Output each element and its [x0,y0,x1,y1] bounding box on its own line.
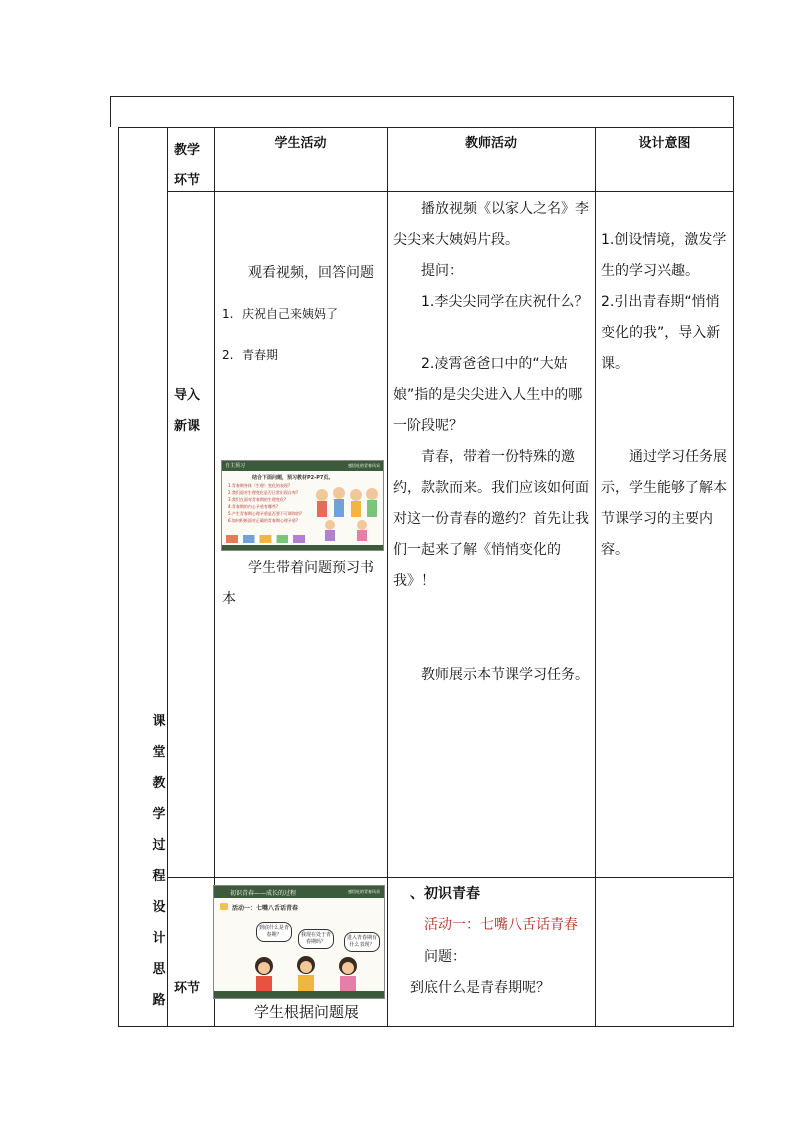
slide-item: 4.青春期的内心矛盾有哪些? [228,504,278,509]
teacher-question-1: 1.李尖尖同学在庆祝什么？ [421,294,589,310]
speech-bubble: 进入青春期有什么表现？ [344,932,380,952]
student-preview-note: 学生带着问题预习书本 [222,560,374,607]
teacher-question-text: 到底什么是青春期呢？ [410,980,550,996]
header-teacher: 教师活动 [464,136,517,151]
col-left-border [118,127,119,1027]
teacher-activity-one [424,910,578,941]
students-illustration [312,485,380,543]
slide-footer-bar [222,545,383,550]
col-stage-border [167,127,168,1027]
slide-item: 2.我们面对生理变化是否日常出现自卑? [228,490,298,495]
slide-header-right: 感悟吐的青春风采 [348,889,380,894]
teacher-show-tasks: 教师展示本节课学习任务。 [421,667,589,683]
side-label-char: 设 [152,900,166,915]
teacher-section-heading: 、初识青春 [410,886,480,902]
slide-header-left: 自主预习 [225,463,246,469]
header-student: 学生活动 [274,136,327,151]
slide-item: 1.青春期身体（生理）变化的表现? [228,483,290,488]
side-label-char: 程 [152,869,166,884]
side-label-char: 计 [152,931,166,946]
preview-slide-thumbnail [221,460,384,551]
stage-intro: 导入新课 [174,388,201,434]
slide-footer-bar [214,991,384,998]
slide-item: 5.产生青春期心理矛盾是否要不可调和的? [228,511,302,516]
side-label-char: 思 [152,962,166,977]
slide-activity-label: 活动一：七嘴八舌话青春 [232,905,299,912]
list-number: 2. [222,348,234,362]
children-illustration [244,954,364,994]
outer-left-border [110,96,111,127]
table-bottom-border [118,1026,734,1027]
teacher-youth-paragraph: 青春，带着一份特殊的邀约，款款而来。我们应该如何面对这一份青春的邀约？首先让我们一起来了解《悄悄变化的我》！ [393,449,589,589]
slide-header-right: 感悟吐的青春风采 [348,463,380,468]
side-label-char: 路 [152,993,166,1008]
side-label-char: 过 [152,838,166,853]
list-number: 1. [222,307,234,321]
slide-folder-icon [220,903,228,910]
slide-footer-figures [226,535,310,543]
col-teacher-border [387,127,388,1027]
teacher-activity-ask: 提问： [421,263,463,279]
slide-header-left: 初识青春——成长的过程 [230,890,297,897]
side-label-char: 学 [152,807,166,822]
student-intro: 观看视频，回答问题 [248,265,374,281]
student-answer-2: 2. 青春期 [222,348,279,362]
activity-prefix: 活动一： [424,917,480,933]
teacher-activity-video: 播放视频《以家人之名》李尖尖来大姨妈片段。 [393,201,589,248]
side-label-char: 教 [152,776,166,791]
row2-top-border [167,877,734,878]
intent-item-3: 通过学习任务展示，学生能够了解本节课学习的主要内容。 [601,449,727,558]
intent-item-2: 2.引出青春期“悄悄变化的我”，导入新课。 [601,294,721,372]
intent-item-1: 1.创设情境，激发学生的学习兴趣。 [601,232,727,279]
col-intent-border [595,127,596,1027]
header-top-border [118,127,734,128]
header-intent: 设计意图 [638,136,691,151]
activity-slide-thumbnail [213,885,385,999]
speech-bubble: 到底什么是青春期？ [256,922,292,942]
slide-item: 6.如何积极面对正确的青春期心理矛盾? [228,518,298,523]
header-stage: 教学环节 [174,143,201,188]
teacher-question-label: 问题： [424,949,466,965]
stage-row2: 环节 [174,981,201,996]
header-bottom-border [167,191,734,192]
slide-title: 结合下面问题，预习教材P2-P7页。 [252,475,334,481]
outer-right-border [733,96,734,1027]
side-label-char: 课 [152,714,166,729]
student-row2-text: 学生根据问题展 [254,1003,360,1021]
side-label-char: 堂 [152,745,166,760]
student-answer-1: 1. 庆祝自己来姨妈了 [222,307,339,321]
activity-name: 七嘴八舌话青春 [480,917,578,933]
slide-item: 3.我们在面对青春期的生理变化? [228,497,286,502]
outer-top-border [110,96,734,97]
speech-bubble: 我现在处于青春期吗？ [298,929,334,949]
teacher-question-2: 2.凌霄爸爸口中的“大姑娘”指的是尖尖进入人生中的哪一阶段呢？ [393,356,583,434]
